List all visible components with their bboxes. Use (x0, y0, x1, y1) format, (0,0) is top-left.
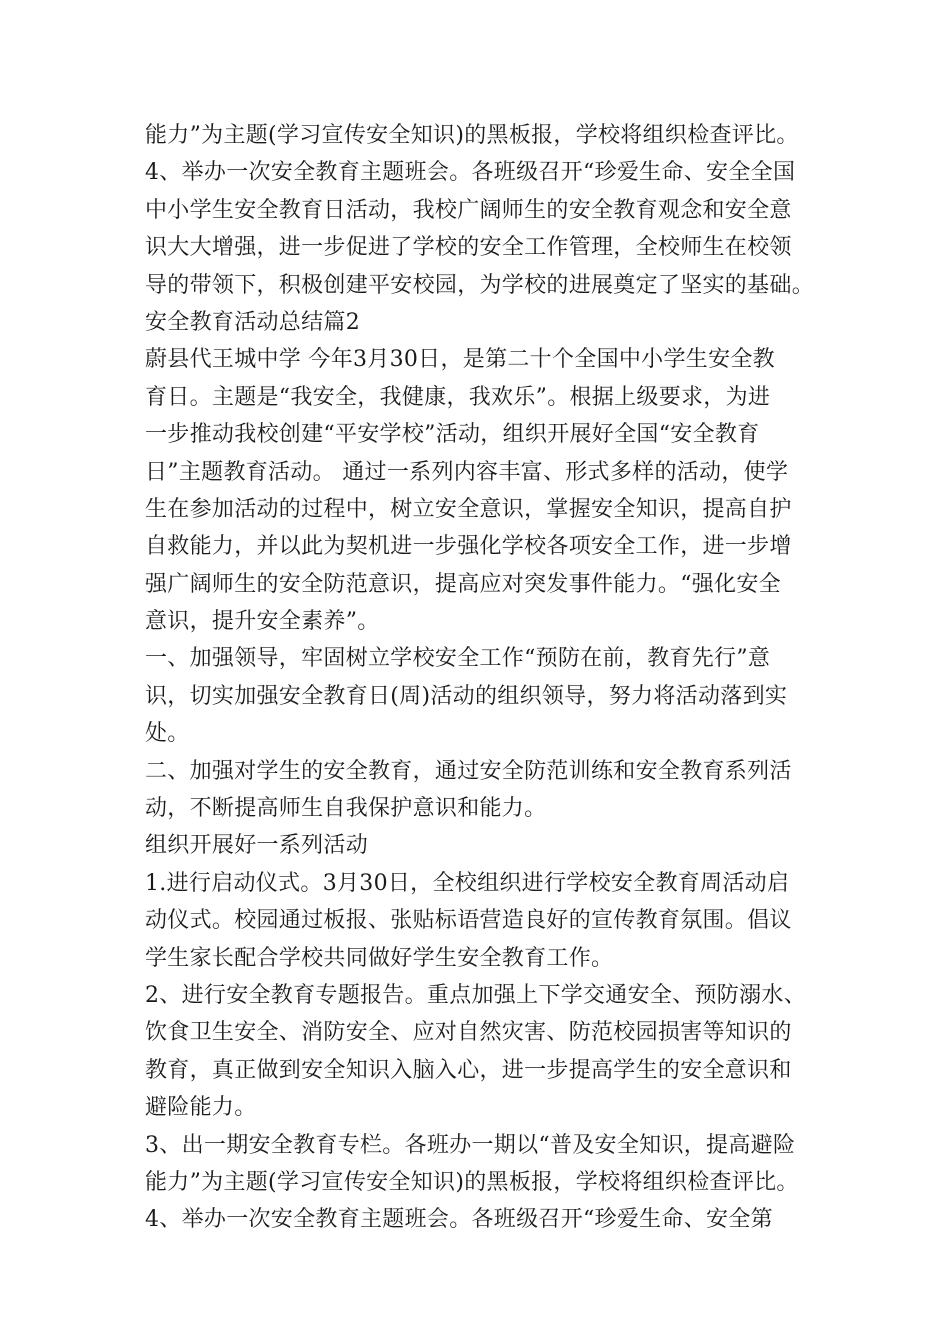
text-line: 饮食卫生安全、消防安全、应对自然灾害、防范校园损害等知识的 (145, 1020, 792, 1046)
document-body (145, 117, 815, 1239)
text-line: 2、进行安全教育专题报告。重点加强上下学交通安全、预防溺水、 (145, 982, 806, 1008)
text-line: 学生家长配合学校共同做好学生安全教育工作。 (145, 945, 614, 971)
text-line: 教育，真正做到安全知识入脑入心，进一步提高学生的安全意识和 (145, 1057, 792, 1083)
text-line: 意识，提升安全素养”。 (145, 609, 380, 635)
text-line: 生在参加活动的过程中，树立安全意识，掌握安全知识，提高自护 (145, 496, 792, 522)
text-line: 避险能力。 (145, 1095, 257, 1121)
text-line: 强广阔师生的安全防范意识，提高应对突发事件能力。“强化安全 (145, 571, 781, 597)
text-line: 育日。主题是“我安全，我健康，我欢乐”。根据上级要求，为进 (145, 384, 771, 410)
text-line: 识，切实加强安全教育日(周)活动的组织领导，努力将活动落到实 (145, 683, 788, 709)
text-line: 自救能力，并以此为契机进一步强化学校各项安全工作，进一步增 (145, 534, 792, 560)
text-line: 处。 (145, 721, 190, 747)
text-line: 识大大增强，进一步促进了学校的安全工作管理，全校师生在校领 (145, 235, 792, 261)
text-line: 蔚县代王城中学 今年3月30日，是第二十个全国中小学生安全教 (145, 347, 775, 373)
text-line: 一、加强领导，牢固树立学校安全工作“预防在前，教育先行”意 (145, 646, 771, 672)
text-line: 动，不断提高师生自我保护意识和能力。 (145, 796, 547, 822)
text-line: 导的带领下，积极创建平安校园，为学校的进展奠定了坚实的基础。 (145, 272, 815, 298)
text-line: 3、出一期安全教育专栏。各班办一期以“普及安全知识，提高避险 (145, 1132, 796, 1158)
text-line: 4、举办一次安全教育主题班会。各班级召开“珍爱生命、安全全国 (145, 160, 796, 186)
text-line: 动仪式。校园通过板报、张贴标语营造良好的宣传教育氛围。倡议 (145, 908, 792, 934)
text-line: 能力”为主题(学习宣传安全知识)的黑板报，学校将组织检查评比。 (145, 1169, 799, 1195)
text-line: 1.进行启动仪式。3月30日，全校组织进行学校安全教育周活动启 (145, 870, 790, 896)
section-heading: 组织开展好一系列活动 (145, 833, 369, 859)
text-line: 中小学生安全教育日活动，我校广阔师生的安全教育观念和安全意 (145, 197, 792, 223)
text-line: 能力”为主题(学习宣传安全知识)的黑板报，学校将组织检查评比。 (145, 123, 799, 148)
section-heading: 安全教育活动总结篇2 (145, 309, 360, 335)
text-line: 二、加强对学生的安全教育，通过安全防范训练和安全教育系列活 (145, 758, 792, 784)
text-line: 日”主题教育活动。 通过一系列内容丰富、形式多样的活动，使学 (145, 459, 789, 485)
text-line: 4、举办一次安全教育主题班会。各班级召开“珍爱生命、安全第 (145, 1207, 773, 1233)
text-line: 一步推动我校创建“平安学校”活动，组织开展好全国“安全教育 (145, 422, 760, 448)
